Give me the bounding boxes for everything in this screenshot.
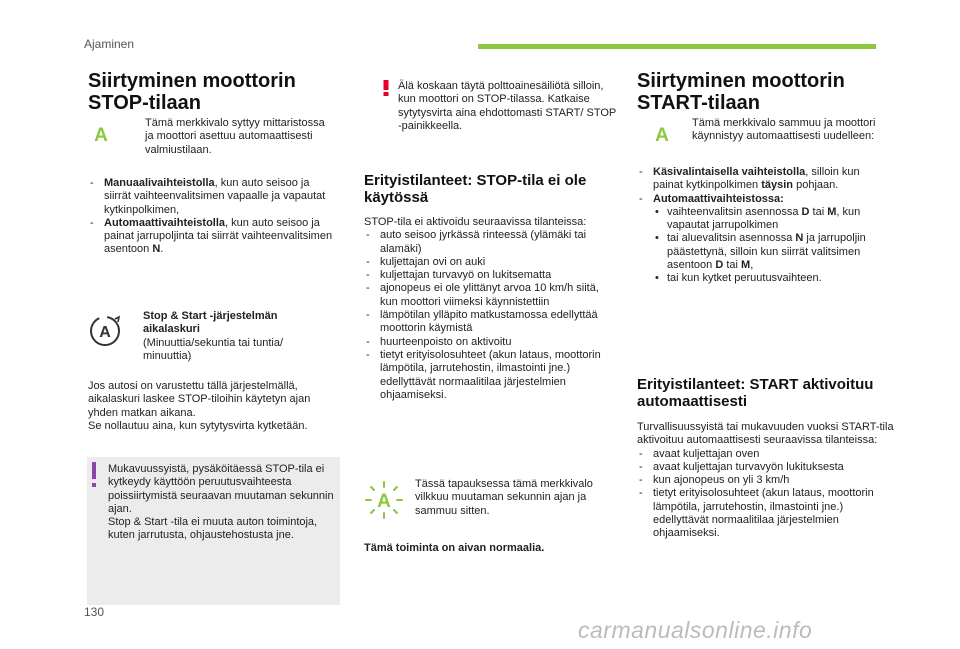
eco-a-icon	[649, 121, 675, 145]
gear-n: N	[795, 232, 804, 245]
gear-m: M	[827, 205, 837, 218]
bullet-text: vaihteenvalitsin asennossa	[667, 205, 802, 218]
start-auto-intro: Turvallisuussyistä tai mukavuuden vuoksi START-tila aktivoituu automaattisesti seuraavissa tilanteissa:	[637, 421, 894, 447]
counter-block	[143, 310, 333, 363]
list-item: - Manuaalivaihteistolla, kun auto seisoo ja siirrät vaihteenvalitsimen vapaalle ja vapautat kytkinpolkimen,	[90, 177, 326, 216]
bullet-text: ,	[750, 259, 754, 272]
list-item-text: pohjaan.	[793, 179, 839, 192]
list-item: - Automaattivaihteistossa:	[639, 192, 784, 205]
bullet-item: • vaihteenvalitsin asennossa D tai M, kun vapautat jarrupolkimen	[655, 205, 861, 232]
list-item: - ajonopeus ei ole ylittänyt arvoa 10 km/h siitä, kun moottori viimeksi käynnistettiin	[366, 282, 599, 308]
list-item: - kun ajonopeus on yli 3 km/h	[639, 474, 790, 487]
manual-gearbox-label: Käsivalintaisella vaihteistolla	[653, 166, 806, 178]
counter-title: Stop & Start -järjestelmän aikalaskuri	[143, 310, 278, 336]
section-header: Ajaminen	[84, 37, 135, 51]
watermark: carmanualsonline.info	[578, 617, 813, 643]
list-item: - huurteenpoisto on aktivoitu	[366, 335, 512, 348]
list-item: - tietyt erityisolosuhteet (akun lataus, moottorin lämpötila, jarrutehostin, ilmastointi jne.) edellyttävät normaalitilaa järjestelmien ohjaamiseksi.	[366, 348, 601, 401]
info-para-1: Mukavuussyistä, pysäköitäessä STOP-tila ei kytkeydy käyttöön peruutusvaihteesta poissiirtymistä seuraavan muutaman sekunnin ajan.	[108, 463, 334, 515]
list-item-text: tietyt erityisolosuhteet (akun lataus, moottorin lämpötila, jarrutehostin, ilmastointi jne.) edellyttävät normaalitilaa järjestelmien ohjaamiseksi.	[653, 487, 874, 540]
list-item: - avaat kuljettajan turvavyön lukituksesta	[639, 460, 844, 473]
list-item: - kuljettajan ovi on auki	[366, 255, 486, 268]
auto-gearbox-label: Automaattivaihteistossa:	[653, 192, 784, 205]
gear-d: D	[715, 259, 724, 272]
svg-text:A: A	[94, 125, 108, 145]
list-item-text: huurteenpoisto on aktivoitu	[380, 335, 512, 348]
normal-behavior-note: Tämä toiminta on aivan normaalia.	[364, 542, 545, 554]
list-item-text: , kun auto seisoo ja painat jarrupoljinta tai siirrät vaihteenvalitsimen asentoon	[104, 216, 333, 256]
start-conditions-list	[637, 166, 892, 286]
svg-text:A: A	[99, 324, 111, 341]
stop-not-active-title: Erityistilanteet: STOP-tila ei ole käytössä	[364, 172, 587, 206]
start-auto-list	[637, 421, 895, 541]
list-item-text: lämpötilan ylläpito matkustamossa edellyttää moottorin käymistä	[380, 309, 598, 335]
bullet-text: tai	[723, 259, 742, 272]
flashing-eco-icon	[364, 480, 404, 520]
bullet-text: ja jarrupoljin päästettynä, silloin kun siirrät valitsimen asentoon	[667, 232, 866, 272]
list-item-text: tietyt erityisolosuhteet (akun lataus, moottorin lämpötila, jarrutehostin, ilmastointi jne.) edellyttävät normaalitilaa järjestelmien ohjaamiseksi.	[380, 348, 601, 401]
list-item: - auto seisoo jyrkässä rinteessä (ylämäki tai alamäki)	[366, 229, 587, 255]
list-item-text: , kun auto seisoo ja siirrät vaihteenvalitsimen vapaalle ja vapautat kytkinpolkimen,	[104, 177, 326, 216]
stop-not-active-intro: STOP-tila ei aktivoidu seuraavissa tilanteissa:	[364, 216, 587, 228]
counter-clock-icon	[88, 314, 122, 348]
list-item-text: kun ajonopeus on yli 3 km/h	[653, 474, 790, 487]
list-item-text: ajonopeus ei ole ylittänyt arvoa 10 km/h siitä, kun moottori viimeksi käynnistettiin	[380, 282, 599, 308]
svg-text:A: A	[377, 491, 391, 512]
counter-subtitle: (Minuuttia/sekuntia tai tuntia/ minuuttia)	[143, 336, 284, 362]
manual-gearbox-label: Manuaalivaihteistolla	[104, 177, 215, 189]
start-mode-title: Siirtyminen moottorin START-tilaan	[637, 70, 845, 114]
info-para-2: Stop & Start -tila ei muuta auton toimintoja, kuten jarrutusta, ohjaustehostusta jne.	[108, 516, 318, 542]
bullet-text: tai	[809, 205, 828, 218]
bullet-item: • tai aluevalitsin asennossa N ja jarrupoljin päästettynä, silloin kun siirrät valitsimen asentoon D tai M,	[655, 232, 866, 272]
bullet-text: , kun vapautat jarrupolkimen	[667, 205, 861, 232]
list-item: - avaat kuljettajan oven	[639, 447, 760, 460]
list-item-text: avaat kuljettajan turvavyön lukituksesta	[653, 460, 844, 473]
list-item: - Automaattivaihteistolla, kun auto seisoo ja painat jarrupoljinta tai siirrät vaihteenvalitsimen asentoon N.	[90, 216, 333, 256]
list-item-text: auto seisoo jyrkässä rinteessä (ylämäki tai alamäki)	[380, 229, 587, 255]
stop-icon-description: Tämä merkkivalo syttyy mittaristossa ja moottori asettuu automaattisesti valmiustilaan.	[145, 117, 325, 156]
list-item-text: kuljettajan ovi on auki	[380, 255, 486, 268]
stop-not-active-list	[364, 216, 619, 402]
info-icon	[92, 462, 96, 479]
bullet-text: tai aluevalitsin asennossa	[667, 232, 796, 245]
header-accent-bar	[478, 44, 876, 49]
page-number: 130	[84, 605, 105, 619]
svg-text:A: A	[655, 125, 669, 145]
stop-conditions-list	[88, 177, 336, 257]
list-item: - kuljettajan turvavyö on lukitsematta	[366, 269, 552, 282]
list-item: - lämpötilan ylläpito matkustamossa edellyttää moottorin käymistä	[366, 309, 598, 335]
info-box-text	[108, 463, 336, 543]
bullet-item: • tai kun kytket peruutusvaihteen.	[655, 272, 822, 285]
eco-a-icon	[88, 121, 114, 145]
list-item: - Käsivalintaisella vaihteistolla, silloin kun painat kytkinpolkimen täysin pohjaan.	[639, 166, 860, 192]
info-icon-dot	[92, 483, 96, 487]
warning-icon	[382, 80, 390, 96]
list-item-text: , silloin kun painat kytkinpolkimen	[653, 166, 860, 192]
gear-d: D	[801, 205, 810, 218]
fuel-warning-text: Älä koskaan täytä polttoainesäiliötä silloin, kun moottori on STOP-tilassa. Katkaise sytytysvirta aina ehdottomasti START/ STOP -painikkeella.	[398, 80, 617, 132]
counter-para-2: Se nollautuu aina, kun sytytysvirta kytketään.	[88, 419, 308, 432]
list-item-text: kuljettajan turvavyö on lukitsematta	[380, 269, 552, 282]
fully-label: täysin	[761, 179, 794, 192]
auto-gearbox-label: Automaattivaihteistolla	[104, 216, 226, 229]
list-item-text: avaat kuljettajan oven	[653, 447, 760, 460]
stop-mode-title: Siirtyminen moottorin STOP-tilaan	[88, 70, 296, 114]
start-auto-title: Erityistilanteet: START aktivoituu automaattisesti	[637, 376, 874, 410]
counter-para-1: Jos autosi on varustettu tällä järjestelmällä, aikalaskuri laskee STOP-tiloihin käytetyn ajan yhden matkan aikana.	[88, 380, 311, 419]
flash-description: Tässä tapauksessa tämä merkkivalo vilkkuu muutaman sekunnin ajan ja sammuu sitten.	[415, 478, 593, 517]
gear-n: N	[152, 243, 161, 256]
bullet-text: tai kun kytket peruutusvaihteen.	[667, 272, 822, 285]
list-item: - tietyt erityisolosuhteet (akun lataus, moottorin lämpötila, jarrutehostin, ilmastointi jne.) edellyttävät normaalitilaa järjestelmien ohjaamiseksi.	[639, 487, 874, 540]
counter-paragraph	[88, 380, 340, 433]
start-icon-description: Tämä merkkivalo sammuu ja moottori käynnistyy automaattisesti uudelleen:	[692, 117, 876, 143]
gear-m: M	[741, 259, 751, 272]
